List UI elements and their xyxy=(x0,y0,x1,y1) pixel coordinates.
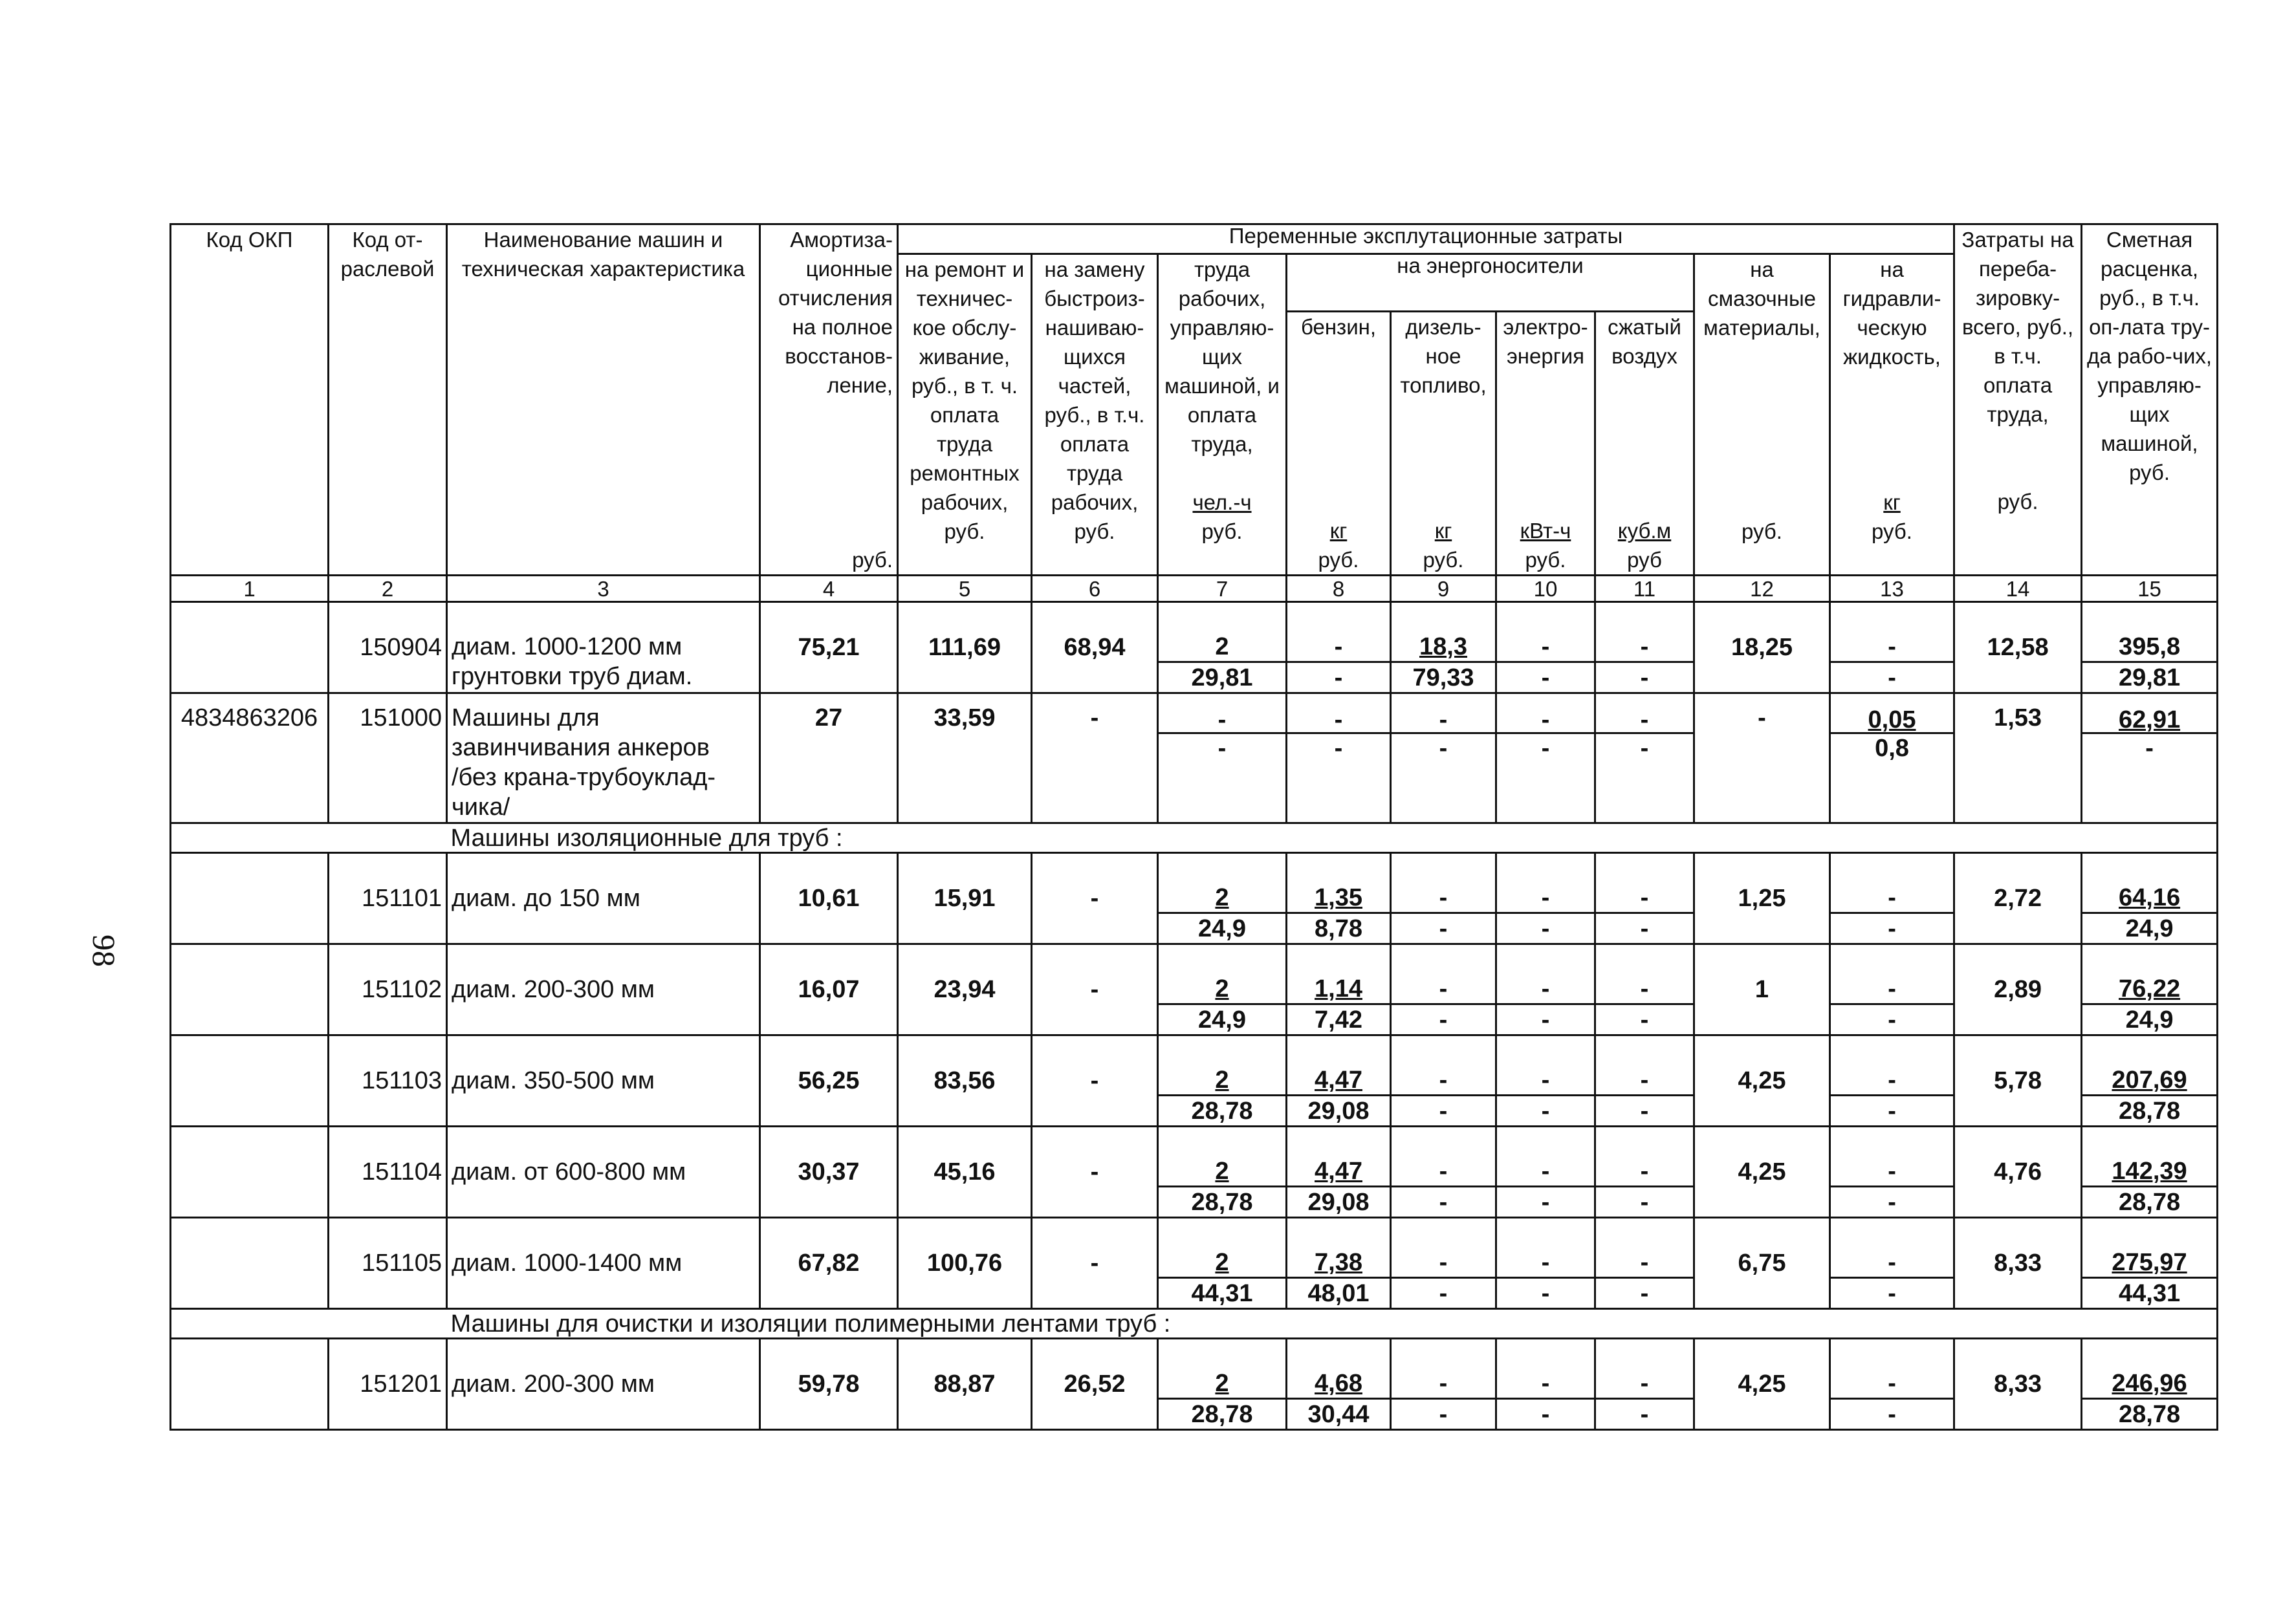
labor-hours-cell: 2 xyxy=(1158,974,1287,1004)
rate-cell: 76,22 xyxy=(2082,974,2218,1004)
col-num: 4 xyxy=(760,576,898,602)
air-cost-cell: - xyxy=(1595,733,1694,763)
spacer xyxy=(1287,944,1391,975)
section1-body xyxy=(171,853,2218,1309)
electric-cell: - xyxy=(1496,1369,1595,1399)
air-cell: - xyxy=(1595,1248,1694,1278)
spacer xyxy=(1595,1127,1694,1157)
okp-cell xyxy=(171,1339,329,1430)
diesel-cost-cell: - xyxy=(1391,1399,1496,1430)
header-electric: электро-энергия кВт-ч руб. xyxy=(1496,312,1595,576)
name-cell: Машины для завинчивания анкеров /без крана-трубоуклад- чика/ xyxy=(447,693,760,823)
diesel-cost-cell: - xyxy=(1391,1004,1496,1035)
col-num: 13 xyxy=(1830,576,1954,602)
relocation-cell: 8,33 xyxy=(1954,1218,2082,1309)
labor-cost-cell: 24,9 xyxy=(1158,913,1287,944)
section-row xyxy=(171,823,2218,853)
machine-rates-table xyxy=(169,223,2218,1431)
header-parts: на замену быстроиз-нашиваю-щихся частей, руб., в т.ч. оплата труда рабочих, руб. xyxy=(1032,254,1158,576)
col-num: 1 xyxy=(171,576,329,602)
filler xyxy=(1496,763,1595,792)
parts-cell: - xyxy=(1032,944,1158,1035)
table-row xyxy=(171,693,2218,733)
lubricant-cell: 1,25 xyxy=(1694,853,1830,944)
diesel-cell: - xyxy=(1391,883,1496,913)
relocation-cell: 12,58 xyxy=(1954,602,2082,693)
labor-cost-cell: 28,78 xyxy=(1158,1399,1287,1430)
rate-labor-cell: 29,81 xyxy=(2082,662,2218,693)
spacer xyxy=(1158,602,1287,633)
section-title: Машины изоляционные для труб : xyxy=(447,823,2218,853)
header-labor: труда рабочих, управляю-щих машиной, и оплата труда, чел.-ч руб. xyxy=(1158,254,1287,576)
lubricant-cell: 1 xyxy=(1694,944,1830,1035)
electric-cell: - xyxy=(1496,693,1595,733)
name-cell: диам. 1000-1400 мм xyxy=(447,1218,760,1309)
rate-labor-cell: 28,78 xyxy=(2082,1187,2218,1218)
filler xyxy=(1158,793,1287,823)
rate-cell: 207,69 xyxy=(2082,1065,2218,1096)
labor-hours-cell: 2 xyxy=(1158,883,1287,913)
amort-cell: 56,25 xyxy=(760,1035,898,1127)
parts-cell: - xyxy=(1032,693,1158,823)
section2-body xyxy=(171,1339,2218,1430)
spacer xyxy=(2082,1218,2218,1248)
hydraulic-cell: - xyxy=(1830,974,1954,1004)
parts-cell: 26,52 xyxy=(1032,1339,1158,1430)
name-cell: диам. 1000-1200 мм грунтовки труб диам. xyxy=(447,602,760,693)
col-num: 11 xyxy=(1595,576,1694,602)
spacer xyxy=(1158,1035,1287,1066)
filler xyxy=(2082,763,2218,792)
electric-cell: - xyxy=(1496,1065,1595,1096)
branch-code-cell: 151104 xyxy=(329,1127,447,1218)
electric-cell: - xyxy=(1496,632,1595,662)
amort-cell: 10,61 xyxy=(760,853,898,944)
spacer xyxy=(1595,853,1694,883)
gasoline-cell: 1,35 xyxy=(1287,883,1391,913)
spacer xyxy=(1595,1339,1694,1369)
spacer xyxy=(1496,1035,1595,1066)
air-cost-cell: - xyxy=(1595,662,1694,693)
section-spacer xyxy=(171,1309,447,1339)
filler xyxy=(1287,793,1391,823)
rate-cell: 64,16 xyxy=(2082,883,2218,913)
amort-cell: 30,37 xyxy=(760,1127,898,1218)
spacer xyxy=(1830,1035,1954,1066)
electric-cost-cell: - xyxy=(1496,1187,1595,1218)
table-row xyxy=(171,1035,2218,1066)
labor-hours-cell: 2 xyxy=(1158,1369,1287,1399)
labor-hours-cell: - xyxy=(1158,693,1287,733)
labor-hours-cell: 2 xyxy=(1158,632,1287,662)
electric-cell: - xyxy=(1496,1248,1595,1278)
amort-cell: 75,21 xyxy=(760,602,898,693)
gasoline-cell: 4,47 xyxy=(1287,1065,1391,1096)
section-spacer xyxy=(171,823,447,853)
filler xyxy=(1287,763,1391,792)
lubricant-cell: 4,25 xyxy=(1694,1339,1830,1430)
parts-cell: - xyxy=(1032,853,1158,944)
branch-code-cell: 150904 xyxy=(329,602,447,693)
air-cell: - xyxy=(1595,974,1694,1004)
header-branch-code: Код от-раслевой xyxy=(329,224,447,576)
relocation-cell: 2,89 xyxy=(1954,944,2082,1035)
labor-hours-cell: 2 xyxy=(1158,1065,1287,1096)
header-gasoline: бензин, кг руб. xyxy=(1287,312,1391,576)
hydraulic-cost-cell: - xyxy=(1830,913,1954,944)
air-cell: - xyxy=(1595,632,1694,662)
branch-code-cell: 151000 xyxy=(329,693,447,823)
electric-cost-cell: - xyxy=(1496,913,1595,944)
relocation-cell: 4,76 xyxy=(1954,1127,2082,1218)
diesel-cell: - xyxy=(1391,1248,1496,1278)
spacer xyxy=(1830,1127,1954,1157)
labor-cost-cell: 29,81 xyxy=(1158,662,1287,693)
relocation-cell: 5,78 xyxy=(1954,1035,2082,1127)
spacer xyxy=(1830,1339,1954,1369)
spacer xyxy=(1391,1339,1496,1369)
col-num: 6 xyxy=(1032,576,1158,602)
spacer xyxy=(1287,1218,1391,1248)
spacer xyxy=(1287,1035,1391,1066)
branch-code-cell: 151102 xyxy=(329,944,447,1035)
labor-cost-cell: 28,78 xyxy=(1158,1096,1287,1127)
okp-cell: 4834863206 xyxy=(171,693,329,823)
spacer xyxy=(1830,944,1954,975)
spacer xyxy=(1595,944,1694,975)
electric-cost-cell: - xyxy=(1496,733,1595,763)
rate-labor-cell: 28,78 xyxy=(2082,1399,2218,1430)
rate-labor-cell: 28,78 xyxy=(2082,1096,2218,1127)
spacer xyxy=(1158,853,1287,883)
repair-cell: 23,94 xyxy=(898,944,1032,1035)
spacer xyxy=(2082,1035,2218,1066)
col-num: 10 xyxy=(1496,576,1595,602)
okp-cell xyxy=(171,1035,329,1127)
gasoline-cost-cell: 48,01 xyxy=(1287,1278,1391,1309)
branch-code-cell: 151105 xyxy=(329,1218,447,1309)
parts-cell: - xyxy=(1032,1127,1158,1218)
table-row xyxy=(171,602,2218,633)
rate-labor-cell: 24,9 xyxy=(2082,913,2218,944)
header-relocation: Затраты на переба-зировку-всего, руб., в т.ч. оплата труда, руб. xyxy=(1954,224,2082,576)
diesel-cost-cell: 79,33 xyxy=(1391,662,1496,693)
okp-cell xyxy=(171,853,329,944)
filler xyxy=(2082,793,2218,823)
spacer xyxy=(1287,602,1391,633)
gasoline-cell: 1,14 xyxy=(1287,974,1391,1004)
header-lubricant: на смазочные материалы, руб. xyxy=(1694,254,1830,576)
spacer xyxy=(2082,853,2218,883)
spacer xyxy=(1496,602,1595,633)
diesel-cost-cell: - xyxy=(1391,913,1496,944)
filler xyxy=(1391,763,1496,792)
rate-cell: 275,97 xyxy=(2082,1248,2218,1278)
header-compressed-air: сжатый воздух куб.м руб xyxy=(1595,312,1694,576)
branch-code-cell: 151103 xyxy=(329,1035,447,1127)
relocation-cell: 2,72 xyxy=(1954,853,2082,944)
electric-cost-cell: - xyxy=(1496,1399,1595,1430)
okp-cell xyxy=(171,602,329,693)
spacer xyxy=(1158,944,1287,975)
amort-cell: 16,07 xyxy=(760,944,898,1035)
hydraulic-cost-cell: - xyxy=(1830,662,1954,693)
spacer xyxy=(1391,944,1496,975)
gasoline-cost-cell: 8,78 xyxy=(1287,913,1391,944)
spacer xyxy=(1830,853,1954,883)
col-num: 9 xyxy=(1391,576,1496,602)
diesel-cell: - xyxy=(1391,1369,1496,1399)
air-cost-cell: - xyxy=(1595,1004,1694,1035)
hydraulic-cell: - xyxy=(1830,1369,1954,1399)
air-cell: - xyxy=(1595,1156,1694,1187)
parts-cell: 68,94 xyxy=(1032,602,1158,693)
hydraulic-cost-cell: - xyxy=(1830,1004,1954,1035)
spacer xyxy=(1287,853,1391,883)
name-cell: диам. до 150 мм xyxy=(447,853,760,944)
lubricant-cell: - xyxy=(1694,693,1830,823)
spacer xyxy=(1595,1035,1694,1066)
spacer xyxy=(1391,1127,1496,1157)
spacer xyxy=(1595,1218,1694,1248)
repair-cell: 45,16 xyxy=(898,1127,1032,1218)
labor-cost-cell: - xyxy=(1158,733,1287,763)
rate-cell: 62,91 xyxy=(2082,693,2218,733)
parts-cell: - xyxy=(1032,1218,1158,1309)
spacer xyxy=(1391,1218,1496,1248)
table-row xyxy=(171,1339,2218,1369)
hydraulic-cost-cell: - xyxy=(1830,1278,1954,1309)
col-num: 5 xyxy=(898,576,1032,602)
header-energy: на энергоносители xyxy=(1287,254,1694,312)
okp-cell xyxy=(171,1127,329,1218)
relocation-cell: 1,53 xyxy=(1954,693,2082,823)
labor-hours-cell: 2 xyxy=(1158,1156,1287,1187)
electric-cost-cell: - xyxy=(1496,1096,1595,1127)
gasoline-cell: - xyxy=(1287,632,1391,662)
hydraulic-cost-cell: - xyxy=(1830,1399,1954,1430)
name-cell: диам. от 600-800 мм xyxy=(447,1127,760,1218)
spacer xyxy=(1158,1339,1287,1369)
spacer xyxy=(1595,602,1694,633)
header-rate: Сметная расценка, руб., в т.ч. оп-лата тру-да рабо-чих, управляю-щих машиной, руб. xyxy=(2082,224,2218,576)
electric-cost-cell: - xyxy=(1496,1004,1595,1035)
header-okp: Код ОКП xyxy=(171,224,329,576)
filler xyxy=(1496,793,1595,823)
diesel-cost-cell: - xyxy=(1391,1187,1496,1218)
rate-cell: 395,8 xyxy=(2082,632,2218,662)
gasoline-cell: 4,47 xyxy=(1287,1156,1391,1187)
gasoline-cost-cell: 30,44 xyxy=(1287,1399,1391,1430)
diesel-cost-cell: - xyxy=(1391,1096,1496,1127)
repair-cell: 100,76 xyxy=(898,1218,1032,1309)
spacer xyxy=(1158,1127,1287,1157)
okp-cell xyxy=(171,1218,329,1309)
electric-cost-cell: - xyxy=(1496,662,1595,693)
section-title: Машины для очистки и изоляции полимерными лентами труб : xyxy=(447,1309,2218,1339)
electric-cell: - xyxy=(1496,883,1595,913)
repair-cell: 83,56 xyxy=(898,1035,1032,1127)
air-cell: - xyxy=(1595,1065,1694,1096)
gasoline-cost-cell: 29,08 xyxy=(1287,1187,1391,1218)
air-cell: - xyxy=(1595,693,1694,733)
col-num: 14 xyxy=(1954,576,2082,602)
spacer xyxy=(1287,1339,1391,1369)
air-cost-cell: - xyxy=(1595,1278,1694,1309)
gasoline-cost-cell: - xyxy=(1287,662,1391,693)
okp-cell xyxy=(171,944,329,1035)
electric-cost-cell: - xyxy=(1496,1278,1595,1309)
header-repair: на ремонт и техничес-кое обслу-живание, руб., в т. ч. оплата труда ремонтных рабочих, руб. xyxy=(898,254,1032,576)
spacer xyxy=(1391,853,1496,883)
spacer xyxy=(1391,1035,1496,1066)
spacer xyxy=(1287,1127,1391,1157)
parts-cell: - xyxy=(1032,1035,1158,1127)
spacer xyxy=(1496,944,1595,975)
gasoline-cost-cell: 29,08 xyxy=(1287,1096,1391,1127)
filler xyxy=(1595,763,1694,792)
page-number: 98 xyxy=(86,935,122,967)
rate-labor-cell: 44,31 xyxy=(2082,1278,2218,1309)
repair-cell: 88,87 xyxy=(898,1339,1032,1430)
repair-cell: 111,69 xyxy=(898,602,1032,693)
amort-cell: 67,82 xyxy=(760,1218,898,1309)
header-amortization: Амортиза-ционные отчисления на полное восстанов-ление, руб. xyxy=(760,224,898,576)
hydraulic-cost-cell: 0,8 xyxy=(1830,733,1954,763)
filler xyxy=(1830,793,1954,823)
filler xyxy=(1830,763,1954,792)
rate-cell: 246,96 xyxy=(2082,1369,2218,1399)
col-num: 12 xyxy=(1694,576,1830,602)
diesel-cost-cell: - xyxy=(1391,733,1496,763)
spacer xyxy=(1496,1218,1595,1248)
spacer xyxy=(1496,1339,1595,1369)
col-num: 2 xyxy=(329,576,447,602)
air-cell: - xyxy=(1595,1369,1694,1399)
spacer xyxy=(2082,1127,2218,1157)
hydraulic-cost-cell: - xyxy=(1830,1187,1954,1218)
name-cell: диам. 200-300 мм xyxy=(447,944,760,1035)
lubricant-cell: 4,25 xyxy=(1694,1127,1830,1218)
table-row xyxy=(171,1127,2218,1157)
header-hydraulic: на гидравли-ческую жидкость, кг руб. xyxy=(1830,254,1954,576)
filler xyxy=(1158,763,1287,792)
spacer xyxy=(1496,853,1595,883)
diesel-cost-cell: - xyxy=(1391,1278,1496,1309)
branch-code-cell: 151201 xyxy=(329,1339,447,1430)
labor-cost-cell: 24,9 xyxy=(1158,1004,1287,1035)
col-num: 3 xyxy=(447,576,760,602)
spacer xyxy=(1830,602,1954,633)
air-cost-cell: - xyxy=(1595,913,1694,944)
repair-cell: 15,91 xyxy=(898,853,1032,944)
hydraulic-cell: - xyxy=(1830,1156,1954,1187)
labor-cost-cell: 28,78 xyxy=(1158,1187,1287,1218)
air-cost-cell: - xyxy=(1595,1096,1694,1127)
labor-hours-cell: 2 xyxy=(1158,1248,1287,1278)
branch-code-cell: 151101 xyxy=(329,853,447,944)
air-cell: - xyxy=(1595,883,1694,913)
air-cost-cell: - xyxy=(1595,1399,1694,1430)
gasoline-cell: - xyxy=(1287,693,1391,733)
header-variable-costs: Переменные эксплутационные затраты xyxy=(898,224,1954,254)
col-num: 7 xyxy=(1158,576,1287,602)
hydraulic-cell: - xyxy=(1830,1065,1954,1096)
lubricant-cell: 18,25 xyxy=(1694,602,1830,693)
table-row xyxy=(171,853,2218,883)
amort-cell: 59,78 xyxy=(760,1339,898,1430)
spacer xyxy=(2082,602,2218,633)
name-cell: диам. 350-500 мм xyxy=(447,1035,760,1127)
table-row xyxy=(171,944,2218,975)
electric-cell: - xyxy=(1496,1156,1595,1187)
lubricant-cell: 4,25 xyxy=(1694,1035,1830,1127)
rate-labor-cell: 24,9 xyxy=(2082,1004,2218,1035)
col-num: 15 xyxy=(2082,576,2218,602)
spacer xyxy=(1158,1218,1287,1248)
spacer xyxy=(2082,944,2218,975)
name-cell: диам. 200-300 мм xyxy=(447,1339,760,1430)
spacer xyxy=(1391,602,1496,633)
column-numbers-row xyxy=(171,576,2218,602)
diesel-cell: - xyxy=(1391,974,1496,1004)
filler xyxy=(1391,793,1496,823)
spacer xyxy=(2082,1339,2218,1369)
hydraulic-cell: 0,05 xyxy=(1830,693,1954,733)
header-row-1 xyxy=(171,224,2218,254)
spacer xyxy=(1496,1127,1595,1157)
relocation-cell: 8,33 xyxy=(1954,1339,2082,1430)
hydraulic-cell: - xyxy=(1830,1248,1954,1278)
diesel-cell: 18,3 xyxy=(1391,632,1496,662)
header-diesel: дизель-ное топливо, кг руб. xyxy=(1391,312,1496,576)
col-num: 8 xyxy=(1287,576,1391,602)
section-row xyxy=(171,1309,2218,1339)
gasoline-cost-cell: 7,42 xyxy=(1287,1004,1391,1035)
rate-cell: 142,39 xyxy=(2082,1156,2218,1187)
amort-cell: 27 xyxy=(760,693,898,823)
table-row xyxy=(171,1218,2218,1248)
diesel-cell: - xyxy=(1391,693,1496,733)
air-cost-cell: - xyxy=(1595,1187,1694,1218)
gasoline-cell: 4,68 xyxy=(1287,1369,1391,1399)
gasoline-cost-cell: - xyxy=(1287,733,1391,763)
hydraulic-cell: - xyxy=(1830,632,1954,662)
filler xyxy=(1595,793,1694,823)
repair-cell: 33,59 xyxy=(898,693,1032,823)
diesel-cell: - xyxy=(1391,1156,1496,1187)
header-name: Наименование машин и техническая характеристика xyxy=(447,224,760,576)
rate-labor-cell: - xyxy=(2082,733,2218,763)
diesel-cell: - xyxy=(1391,1065,1496,1096)
labor-cost-cell: 44,31 xyxy=(1158,1278,1287,1309)
electric-cell: - xyxy=(1496,974,1595,1004)
gasoline-cell: 7,38 xyxy=(1287,1248,1391,1278)
lubricant-cell: 6,75 xyxy=(1694,1218,1830,1309)
hydraulic-cell: - xyxy=(1830,883,1954,913)
hydraulic-cost-cell: - xyxy=(1830,1096,1954,1127)
spacer xyxy=(1830,1218,1954,1248)
